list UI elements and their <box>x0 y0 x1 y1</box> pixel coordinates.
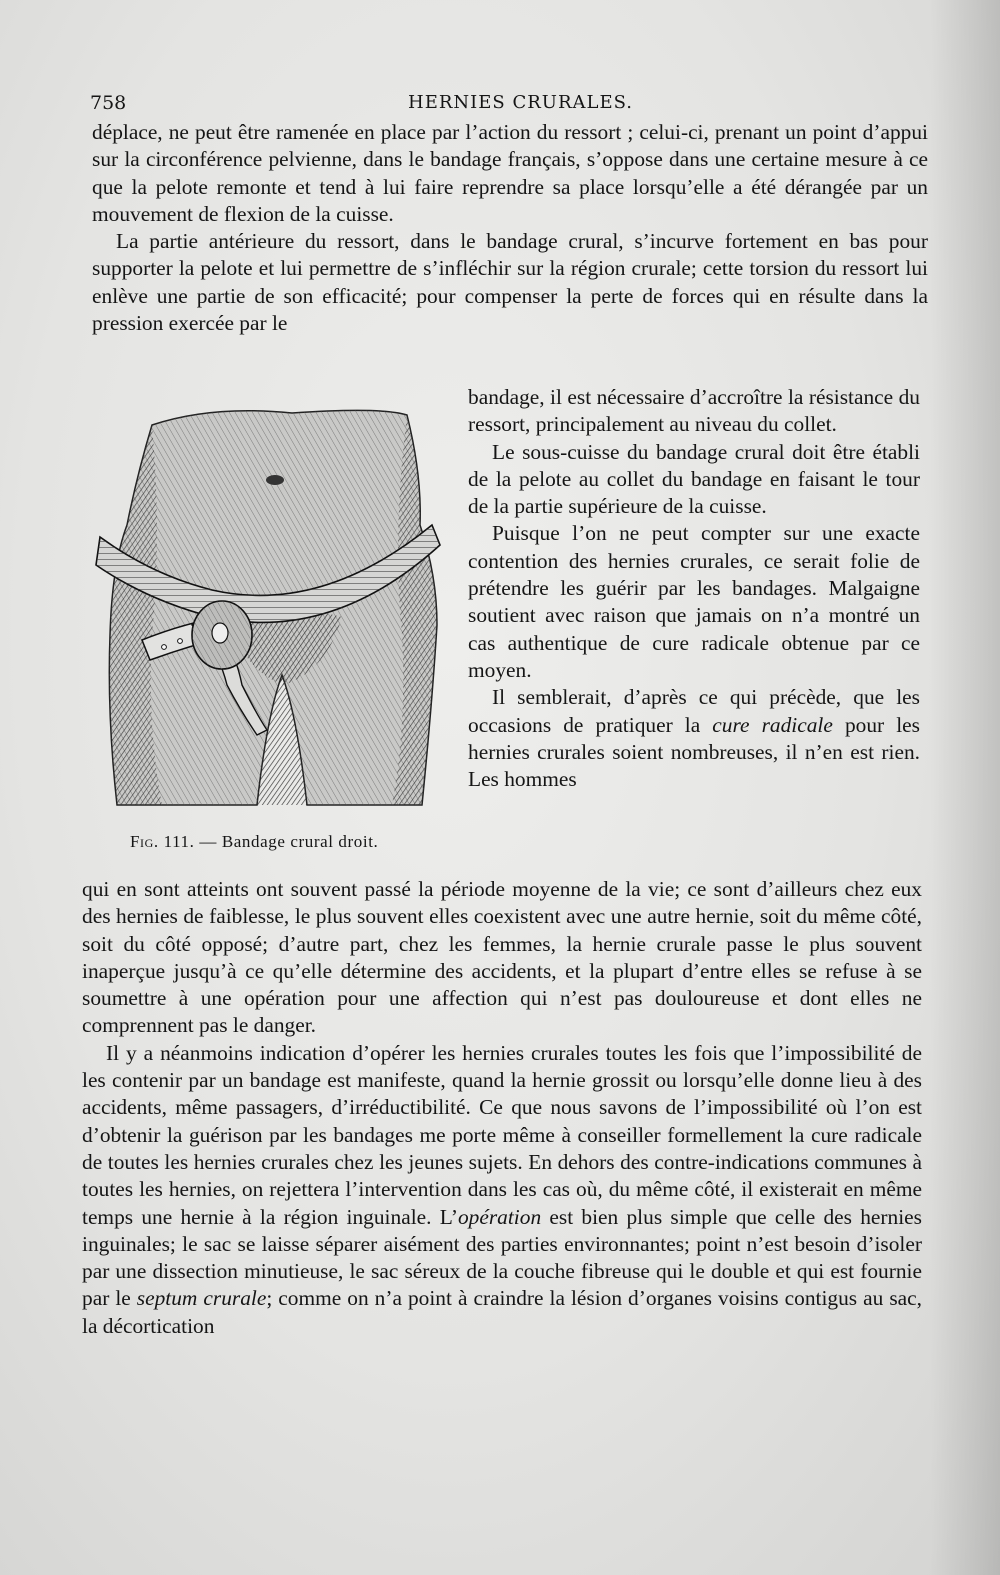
paragraph-5-continued: qui en sont atteints ont souvent passé la période moyenne de la vie; ce sont d’ailleurs chez eux des hernies de faiblesse, le plus souvent elles coexistent avec une autre hernie, soit du même côté, soit du côté opposé; d’autre part, chez les femmes, la hernie crurale passe le plus souvent inaperçue jusqu’à ce qu’elle détermine des accidents, et la plupart d’entre elles se refuse à se soumettre à une opération pour une affection qui n’est pas douloureuse et dont elles ne comprennent pas le danger. <box>82 877 922 1038</box>
text-block-top <box>92 119 928 337</box>
paragraph-5-start <box>468 684 920 793</box>
p5-text-a: Il semblerait, d’après ce qui précède, que les occasions de pratiquer la <box>468 685 920 737</box>
page-number: 758 <box>90 92 127 114</box>
paragraph-6 <box>82 1040 922 1340</box>
p5-italic: cure radicale <box>712 712 833 737</box>
paragraph-4: Puisque l’on ne peut compter sur une exacte contention des hernies crurales, ce serait folie de prétendre les guérir par les bandages. Malgaigne soutient avec raison que jamais on n’a montré un cas authentique de cure radicale obtenue par ce moyen. <box>468 521 920 682</box>
paragraph-3: Le sous-cuisse du bandage crural doit être établi de la pelote au collet du bandage en faisant le tour de la partie supérieure de la cuisse. <box>468 439 920 519</box>
p6-text-c: ; comme on n’a point à craindre la lésion d’organes voisins contigus au sac, la décortication <box>82 1286 922 1338</box>
figure-illustration <box>92 385 467 825</box>
paragraph-2-top: La partie antérieure du ressort, dans le bandage crural, s’incurve fortement en bas pour supporter la pelote et lui permettre de s’infléchir sur la région crurale; cette torsion du ressort lui enlève une partie de son efficacité; pour compenser la perte de forces qui en résulte dans la pression exercée par le <box>92 229 928 336</box>
p6-text-a: Il y a néanmoins indication d’opérer les hernies crurales toutes les fois que l’impossibilité de les contenir par un bandage est manifeste, quand la hernie grossit ou lorsqu’elle donne lieu à des accidents, même passagers, d’irréductibilité. Ce que nous savons de l’impossibilité où l’on est d’obtenir la guérison par les bandages me porte même à conseiller formellement la cure radicale de toutes les hernies crurales chez les jeunes sujets. En dehors des contre-indications communes à toutes les hernies, on rejettera l’intervention dans les cas où, du même côté, il existerait en même temps une hernie à la région inguinale. L’ <box>82 1040 922 1229</box>
p6-italic-2: septum crurale <box>136 1286 267 1311</box>
bandage-engraving <box>92 385 467 825</box>
p5-text-b: pour les hernies crurales soient nombreuses, il n’en est rien. Les hommes <box>468 712 920 792</box>
p6-italic-1: opération <box>457 1204 542 1229</box>
text-block-side <box>468 384 920 793</box>
text-block-bottom <box>82 876 922 1340</box>
figure-caption-text: — Bandage crural droit. <box>199 832 379 851</box>
p6-text-b: est bien plus simple que celle des hernies inguinales; le sac se laisse séparer aisément des parties environnantes; point n’est besoin d’isoler par une dissection minutieuse, le sac séreux de la couche fibreuse qui le double et qui est fournie par le <box>82 1204 922 1311</box>
page-header <box>90 92 830 118</box>
navel <box>266 475 284 485</box>
figure-label: Fig. 111. <box>130 832 195 851</box>
paragraph-1: déplace, ne peut être ramenée en place par l’action du ressort ; celui-ci, prenant un point d’appui sur la circonférence pelvienne, dans le bandage français, s’oppose dans une certaine mesure à ce que la pelote remonte et tend à lui faire reprendre sa place lorsqu’elle a été dérangée par un mouvement de flexion de la cuisse. <box>92 120 928 226</box>
running-title: HERNIES CRURALES. <box>408 92 633 113</box>
paragraph-2-continued: bandage, il est nécessaire d’accroître la résistance du ressort, principalement au niveau du collet. <box>468 385 920 437</box>
figure-caption <box>130 832 378 852</box>
